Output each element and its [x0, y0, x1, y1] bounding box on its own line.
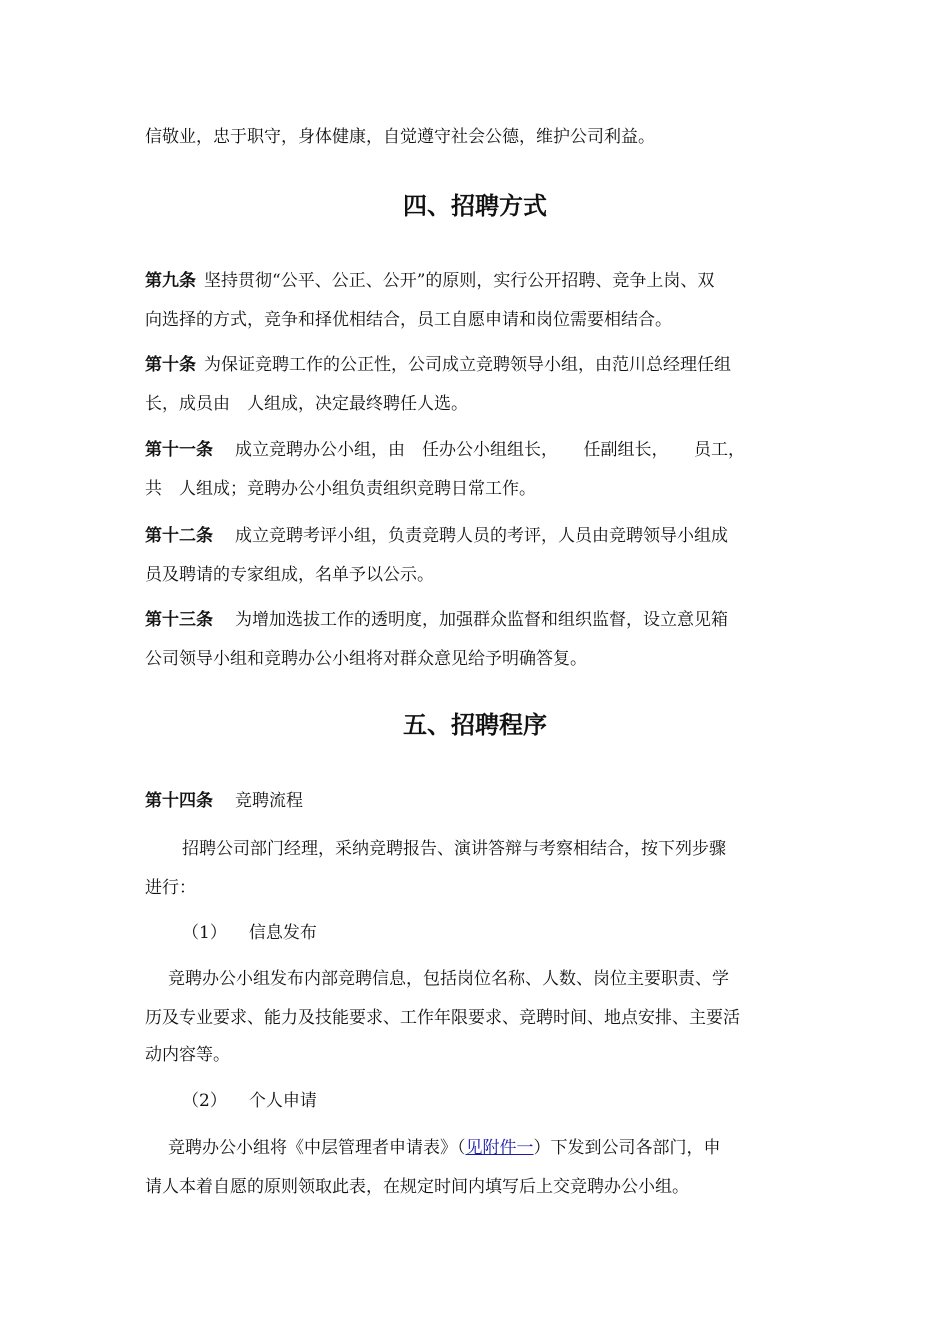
- article-13-label: 第十三条: [145, 610, 213, 630]
- article-9-text-1: 坚持贯彻“公平、公正、公开”的原则，实行公开招聘、竞争上岗、双: [204, 271, 715, 291]
- article-13-line-1: [145, 607, 810, 633]
- step-2-number: （2）: [182, 1091, 227, 1111]
- article-11-label: 第十一条: [145, 440, 213, 460]
- article-10-text-1: 为保证竞聘工作的公正性，公司成立竞聘领导小组，由范川总经理任组: [204, 355, 731, 375]
- article-10-line-1: [145, 352, 810, 378]
- article-12-line-1: [145, 523, 810, 549]
- step-2-heading: [182, 1088, 847, 1114]
- step-2-text-1a: 竞聘办公小组将《中层管理者申请表》（: [168, 1138, 466, 1158]
- article-10-line-2: 长，成员由 人组成，决定最终聘任人选。: [145, 394, 468, 414]
- article-14-line: [145, 788, 810, 814]
- step-1-text-line-2: 历及专业要求、能力及技能要求、工作年限要求、竞聘时间、地点安排、主要活: [145, 1008, 740, 1028]
- step-2-text-line-2: 请人本着自愿的原则领取此表，在规定时间内填写后上交竞聘办公小组。: [145, 1177, 689, 1197]
- attachment-one-link[interactable]: 见附件一: [465, 1138, 534, 1158]
- step-2-title: 个人申请: [248, 1091, 317, 1111]
- article-14-text: 竞聘流程: [235, 791, 303, 811]
- article-11-line-2: 共 人组成；竞聘办公小组负责组织竞聘日常工作。: [145, 479, 536, 499]
- article-11-line-1: [145, 437, 810, 463]
- section-four-heading: 四、招聘方式: [403, 192, 547, 220]
- step-1-title: 信息发布: [248, 923, 317, 943]
- article-12-text-1: 成立竞聘考评小组，负责竞聘人员的考评，人员由竞聘领导小组成: [235, 526, 728, 546]
- step-1-heading: [182, 920, 847, 946]
- article-9-line-1: [145, 268, 810, 294]
- article-10-label: 第十条: [145, 355, 196, 375]
- procedure-intro-line-1: 招聘公司部门经理，采纳竞聘报告、演讲答辩与考察相结合，按下列步骤: [182, 839, 726, 859]
- intro-line: 信敬业，忠于职守，身体健康，自觉遵守社会公德，维护公司利益。: [145, 127, 655, 147]
- article-9-label: 第九条: [145, 271, 196, 291]
- procedure-intro-line-2: 进行：: [145, 878, 196, 898]
- step-1-text-line-3: 动内容等。: [145, 1045, 230, 1065]
- article-9-line-2: 向选择的方式，竞争和择优相结合，员工自愿申请和岗位需要相结合。: [145, 310, 672, 330]
- article-12-line-2: 员及聘请的专家组成，名单予以公示。: [145, 565, 434, 585]
- article-12-label: 第十二条: [145, 526, 213, 546]
- article-14-label: 第十四条: [145, 791, 213, 811]
- article-13-line-2: 公司领导小组和竞聘办公小组将对群众意见给予明确答复。: [145, 649, 587, 669]
- article-13-text-1: 为增加选拔工作的透明度，加强群众监督和组织监督，设立意见箱: [235, 610, 728, 630]
- step-2-text-1b: ）下发到公司各部门，申: [533, 1138, 721, 1158]
- article-11-text-1: 成立竞聘办公小组，由 任办公小组组长， 任副组长， 员工，: [235, 440, 745, 460]
- step-2-text-line-1: [168, 1135, 833, 1161]
- step-1-text-line-1: 竞聘办公小组发布内部竞聘信息，包括岗位名称、人数、岗位主要职责、学: [168, 969, 729, 989]
- section-five-heading: 五、招聘程序: [403, 711, 547, 739]
- step-1-number: （1）: [182, 923, 227, 943]
